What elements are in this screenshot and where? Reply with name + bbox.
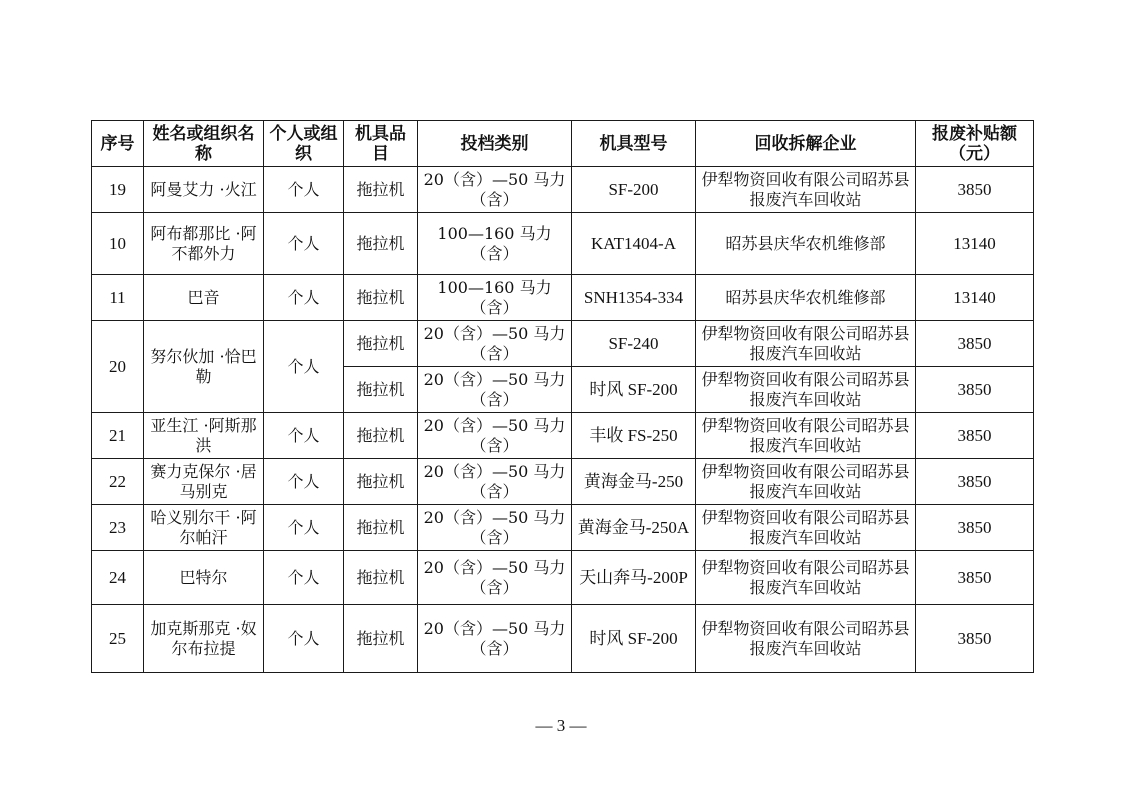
cell-company: 伊犁物资回收有限公司昭苏县报废汽车回收站	[696, 167, 916, 213]
cell-company: 伊犁物资回收有限公司昭苏县报废汽车回收站	[696, 321, 916, 367]
cell-machine: 拖拉机	[344, 321, 418, 367]
header-name: 姓名或组织名称	[144, 121, 264, 167]
subsidy-table	[91, 120, 1034, 673]
table-row	[92, 275, 1034, 321]
cell-seq: 21	[92, 413, 144, 459]
cell-name: 加克斯那克 ·奴尔布拉提	[144, 605, 264, 673]
cell-name: 巴特尔	[144, 551, 264, 605]
cell-model: SF-200	[572, 167, 696, 213]
cell-company: 昭苏县庆华农机维修部	[696, 213, 916, 275]
cell-seq: 19	[92, 167, 144, 213]
cell-model: 黄海金马-250A	[572, 505, 696, 551]
cell-company: 伊犁物资回收有限公司昭苏县报废汽车回收站	[696, 551, 916, 605]
cell-category: 20（含）—50 马力（含）	[418, 459, 572, 505]
cell-subsidy: 3850	[916, 605, 1034, 673]
table-row	[92, 551, 1034, 605]
cell-model: SNH1354-334	[572, 275, 696, 321]
cell-type: 个人	[264, 213, 344, 275]
cell-type: 个人	[264, 459, 344, 505]
header-company: 回收拆解企业	[696, 121, 916, 167]
cell-company: 昭苏县庆华农机维修部	[696, 275, 916, 321]
table-row	[92, 321, 1034, 367]
cell-machine: 拖拉机	[344, 605, 418, 673]
page-number: — 3 —	[535, 716, 587, 735]
table-row	[92, 167, 1034, 213]
cell-type: 个人	[264, 167, 344, 213]
table-row	[92, 213, 1034, 275]
cell-model: 时风 SF-200	[572, 367, 696, 413]
cell-type: 个人	[264, 505, 344, 551]
cell-category: 20（含）—50 马力（含）	[418, 505, 572, 551]
cell-subsidy: 13140	[916, 213, 1034, 275]
cell-machine: 拖拉机	[344, 505, 418, 551]
cell-machine: 拖拉机	[344, 367, 418, 413]
cell-machine: 拖拉机	[344, 459, 418, 505]
cell-type: 个人	[264, 551, 344, 605]
cell-model: KAT1404-A	[572, 213, 696, 275]
cell-seq: 23	[92, 505, 144, 551]
cell-subsidy: 3850	[916, 505, 1034, 551]
table-header-row	[92, 121, 1034, 167]
cell-model: SF-240	[572, 321, 696, 367]
cell-machine: 拖拉机	[344, 275, 418, 321]
header-subsidy: 报废补贴额（元）	[916, 121, 1034, 167]
cell-subsidy: 3850	[916, 167, 1034, 213]
cell-subsidy: 3850	[916, 413, 1034, 459]
cell-type: 个人	[264, 321, 344, 413]
header-category: 投档类别	[418, 121, 572, 167]
cell-company: 伊犁物资回收有限公司昭苏县报废汽车回收站	[696, 605, 916, 673]
cell-type: 个人	[264, 275, 344, 321]
cell-category: 20（含）—50 马力（含）	[418, 321, 572, 367]
cell-model: 天山奔马-200P	[572, 551, 696, 605]
header-type: 个人或组织	[264, 121, 344, 167]
cell-category: 20（含）—50 马力（含）	[418, 367, 572, 413]
cell-seq: 25	[92, 605, 144, 673]
table-row	[92, 459, 1034, 505]
cell-name: 阿曼艾力 ·火江	[144, 167, 264, 213]
cell-subsidy: 3850	[916, 459, 1034, 505]
cell-category: 20（含）—50 马力（含）	[418, 605, 572, 673]
cell-seq: 10	[92, 213, 144, 275]
cell-machine: 拖拉机	[344, 551, 418, 605]
cell-name: 巴音	[144, 275, 264, 321]
cell-type: 个人	[264, 605, 344, 673]
cell-name: 阿布都那比 ·阿不都外力	[144, 213, 264, 275]
cell-machine: 拖拉机	[344, 413, 418, 459]
cell-category: 20（含）—50 马力（含）	[418, 167, 572, 213]
cell-subsidy: 3850	[916, 367, 1034, 413]
cell-category: 100—160 马力（含）	[418, 275, 572, 321]
cell-model: 黄海金马-250	[572, 459, 696, 505]
cell-company: 伊犁物资回收有限公司昭苏县报废汽车回收站	[696, 505, 916, 551]
cell-seq: 22	[92, 459, 144, 505]
table-row	[92, 505, 1034, 551]
header-seq: 序号	[92, 121, 144, 167]
cell-model: 时风 SF-200	[572, 605, 696, 673]
cell-name: 赛力克保尔 ·居马别克	[144, 459, 264, 505]
table-row	[92, 413, 1034, 459]
header-machine: 机具品目	[344, 121, 418, 167]
header-model: 机具型号	[572, 121, 696, 167]
cell-machine: 拖拉机	[344, 213, 418, 275]
cell-seq: 11	[92, 275, 144, 321]
cell-subsidy: 3850	[916, 321, 1034, 367]
cell-category: 100—160 马力（含）	[418, 213, 572, 275]
cell-name: 亚生江 ·阿斯那洪	[144, 413, 264, 459]
cell-subsidy: 13140	[916, 275, 1034, 321]
cell-category: 20（含）—50 马力（含）	[418, 413, 572, 459]
cell-subsidy: 3850	[916, 551, 1034, 605]
cell-name: 努尔伙加 ·恰巴勒	[144, 321, 264, 413]
cell-model: 丰收 FS-250	[572, 413, 696, 459]
table-row	[92, 605, 1034, 673]
cell-machine: 拖拉机	[344, 167, 418, 213]
cell-name: 哈义别尔干 ·阿尔帕汗	[144, 505, 264, 551]
cell-company: 伊犁物资回收有限公司昭苏县报废汽车回收站	[696, 459, 916, 505]
cell-company: 伊犁物资回收有限公司昭苏县报废汽车回收站	[696, 367, 916, 413]
cell-seq: 24	[92, 551, 144, 605]
cell-category: 20（含）—50 马力（含）	[418, 551, 572, 605]
cell-type: 个人	[264, 413, 344, 459]
cell-seq: 20	[92, 321, 144, 413]
cell-company: 伊犁物资回收有限公司昭苏县报废汽车回收站	[696, 413, 916, 459]
